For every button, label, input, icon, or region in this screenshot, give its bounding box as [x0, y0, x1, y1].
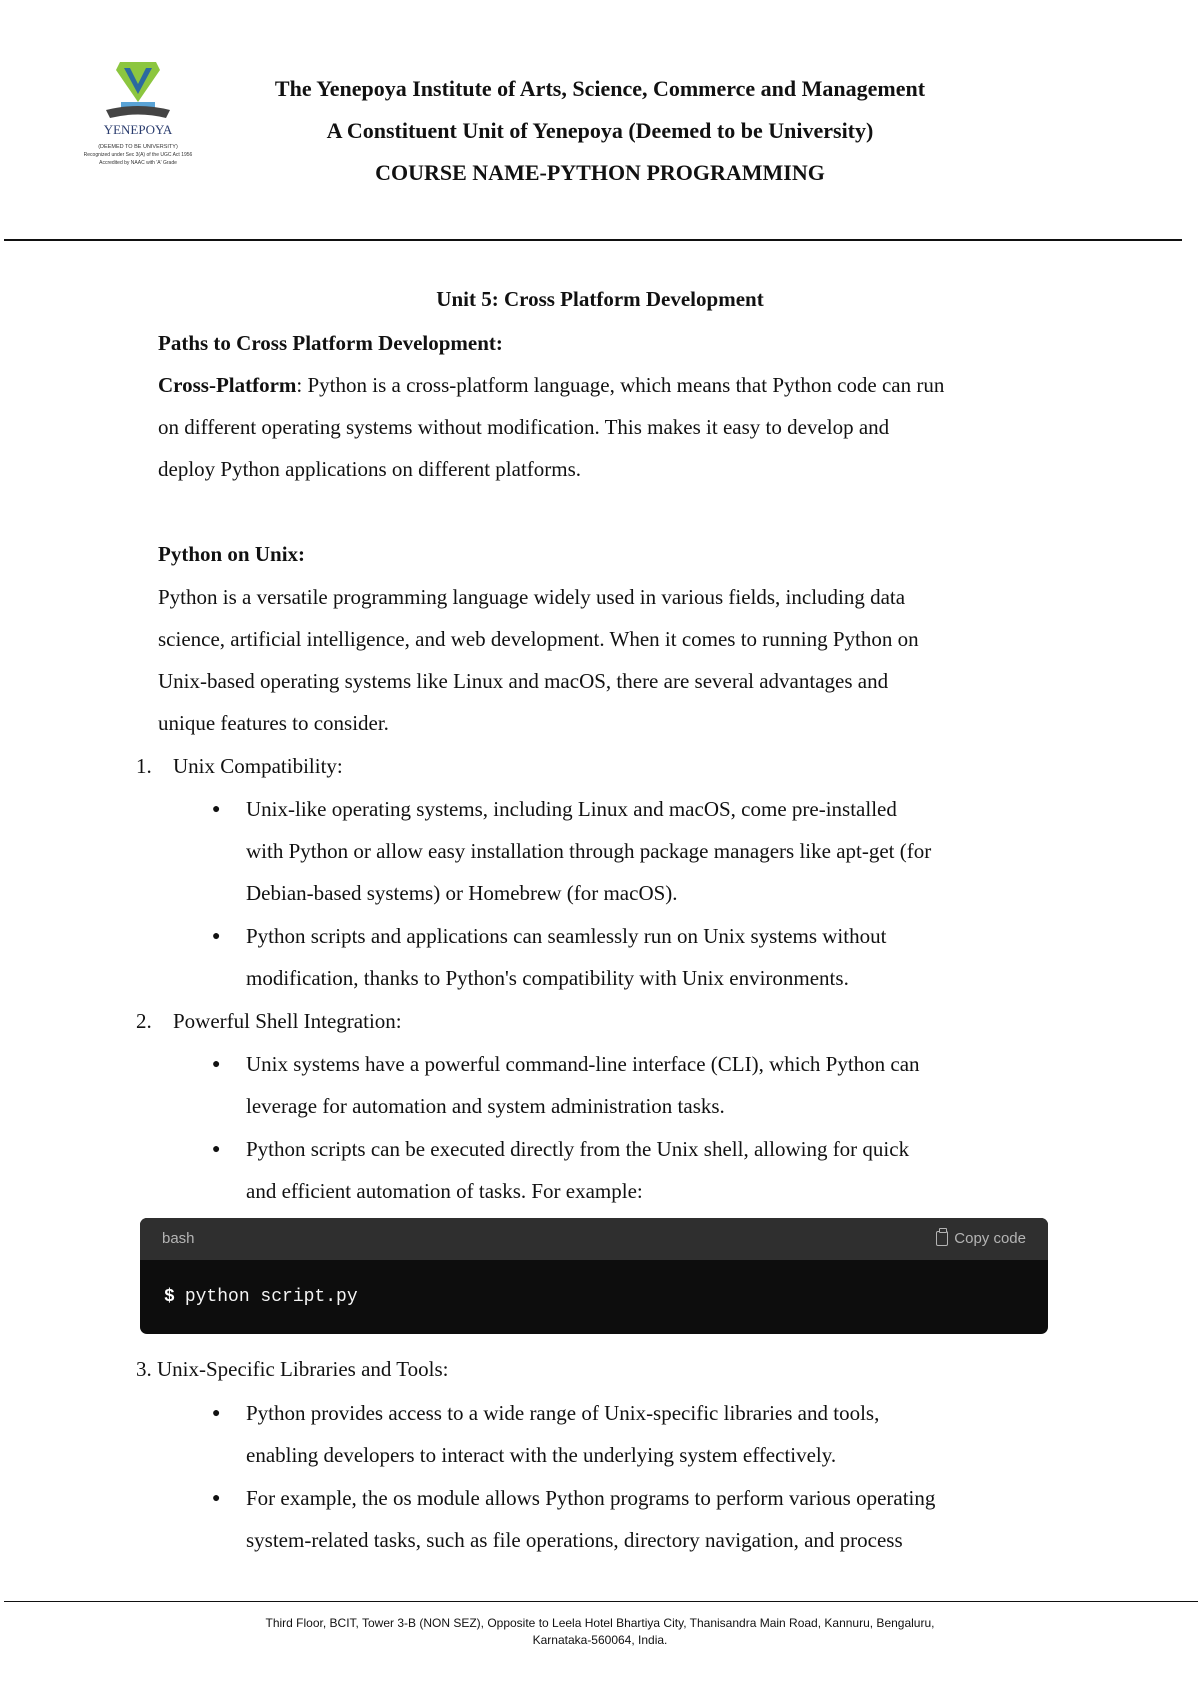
- bullet-3b-line-2: system-related tasks, such as file operations, directory navigation, and process: [246, 1528, 903, 1552]
- bullet-1a-line-1: Unix-like operating systems, including Linux and macOS, come pre-installed: [246, 797, 897, 821]
- list-item-label-2: Powerful Shell Integration:: [173, 1009, 402, 1033]
- bullet-dot: ●: [212, 802, 221, 817]
- cross-platform-line-1: Cross-Platform: Python is a cross-platform language, which means that Python code can run: [158, 373, 945, 397]
- section-heading-unix: Python on Unix:: [158, 542, 306, 566]
- list-item-label-3: Unix-Specific Libraries and Tools:: [157, 1357, 449, 1381]
- cross-platform-label: Cross-Platform: [158, 373, 297, 397]
- intro-line-2: science, artificial intelligence, and web development. When it comes to running Python on: [158, 627, 919, 651]
- clipboard-icon: [936, 1231, 948, 1246]
- bullet-3b-line-1: For example, the os module allows Python programs to perform various operating: [246, 1486, 936, 1510]
- footer-address-line-2: Karnataka-560064, India.: [532, 1633, 668, 1647]
- shell-prompt: $: [164, 1287, 175, 1307]
- bullet-2b-line-2: and efficient automation of tasks. For example:: [246, 1179, 643, 1203]
- bullet-dot: ●: [212, 1491, 221, 1506]
- bullet-dot: ●: [212, 1406, 221, 1421]
- bullet-1a-line-3: Debian-based systems) or Homebrew (for macOS).: [246, 881, 678, 905]
- svg-text:(DEEMED TO BE UNIVERSITY): (DEEMED TO BE UNIVERSITY): [98, 144, 178, 150]
- bullet-dot: ●: [212, 1142, 221, 1157]
- code-block: [140, 1218, 1048, 1334]
- list-number-3: 3.: [136, 1357, 152, 1381]
- bullet-3a-line-2: enabling developers to interact with the underlying system effectively.: [246, 1443, 837, 1467]
- list-number-2: 2.: [136, 1009, 152, 1033]
- intro-line-4: unique features to consider.: [158, 711, 389, 735]
- footer-address-line-1: Third Floor, BCIT, Tower 3-B (NON SEZ), Opposite to Leela Hotel Bhartiya City, Thanisandra Main Road, Kannuru, Bengaluru,: [265, 1616, 935, 1630]
- university-affiliation: A Constituent Unit of Yenepoya (Deemed to be University): [326, 118, 874, 143]
- bullet-2b-line-1: Python scripts can be executed directly from the Unix shell, allowing for quick: [246, 1137, 910, 1161]
- logo-wordmark: YENEPOYA: [103, 122, 173, 137]
- intro-line-1: Python is a versatile programming language widely used in various fields, including data: [158, 585, 906, 609]
- svg-text:Recognized under Sec 3(A) of t: Recognized under Sec 3(A) of the UGC Act 1956: [83, 152, 193, 158]
- unit-title: Unit 5: Cross Platform Development: [436, 287, 764, 311]
- cross-platform-line-3: deploy Python applications on different platforms.: [158, 457, 582, 481]
- copy-code-label: Copy code: [954, 1230, 1026, 1247]
- list-number-1: 1.: [136, 754, 152, 778]
- intro-line-3: Unix-based operating systems like Linux and macOS, there are several advantages and: [158, 669, 889, 693]
- list-item-label-1: Unix Compatibility:: [173, 754, 343, 778]
- cross-platform-line-2: on different operating systems without modification. This makes it easy to develop and: [158, 415, 890, 439]
- bullet-1a-line-2: with Python or allow easy installation through package managers like apt-get (for: [246, 839, 932, 863]
- section-heading-paths: Paths to Cross Platform Development:: [158, 331, 503, 355]
- code-content: [140, 1260, 1048, 1334]
- header-divider: [4, 239, 1182, 241]
- bullet-1b-line-1: Python scripts and applications can seamlessly run on Unix systems without: [246, 924, 887, 948]
- bullet-3a-line-1: Python provides access to a wide range of Unix-specific libraries and tools,: [246, 1401, 880, 1425]
- bullet-dot: ●: [212, 929, 221, 944]
- institute-name: The Yenepoya Institute of Arts, Science, Commerce and Management: [274, 76, 926, 101]
- code-block-header: [140, 1218, 1048, 1260]
- course-name: COURSE NAME-PYTHON PROGRAMMING: [375, 160, 825, 185]
- bullet-2a-line-1: Unix systems have a powerful command-line interface (CLI), which Python can: [246, 1052, 920, 1076]
- code-language-label: bash: [162, 1230, 195, 1247]
- bullet-2a-line-2: leverage for automation and system administration tasks.: [246, 1094, 725, 1118]
- code-command: python script.py: [184, 1287, 358, 1307]
- copy-code-button[interactable]: [936, 1230, 1026, 1247]
- list-item-3: [136, 1348, 449, 1390]
- bullet-dot: ●: [212, 1057, 221, 1072]
- bullet-1b-line-2: modification, thanks to Python's compatibility with Unix environments.: [246, 966, 849, 990]
- footer-divider: [4, 1601, 1198, 1602]
- svg-text:Accredited by NAAC with 'A' Gr: Accredited by NAAC with 'A' Grade: [99, 160, 177, 166]
